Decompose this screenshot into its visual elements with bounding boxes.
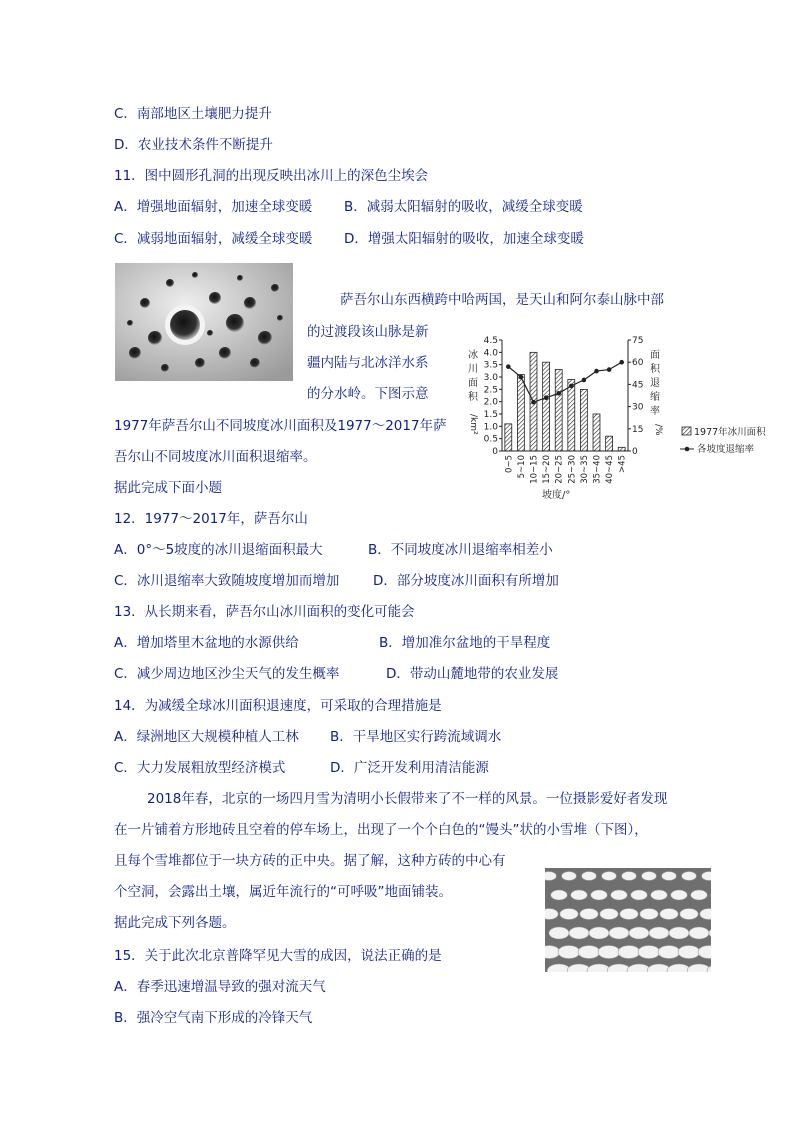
intro-line-6: 吾尔山不同坡度冰川面积退缩率。 xyxy=(114,449,317,465)
retreat-point->45 xyxy=(619,360,624,365)
left-ylabel-unit: /km² xyxy=(468,414,478,435)
q14-option-c: C．大力发展粗放型经济模式 xyxy=(114,760,286,776)
right-tick-label: 15 xyxy=(632,424,644,435)
retreat-point-5~10 xyxy=(519,375,524,380)
question-15: 15．关于此次北京普降罕见大雪的成因，说法正确的是 xyxy=(114,948,442,964)
snow-mound xyxy=(598,946,620,959)
bar-15~20 xyxy=(543,362,550,451)
snow-mound xyxy=(658,946,680,959)
snow-mound xyxy=(691,890,708,900)
right-ylabel-2: 积 xyxy=(650,364,660,375)
q11-option-d: D．增强太阳辐射的吸收，加速全球变暖 xyxy=(344,231,584,247)
retreat-point-30~35 xyxy=(582,378,587,383)
q14-option-a: A．绿洲地区大规模种植人工林 xyxy=(114,729,299,745)
q14-option-d: D．广泛开发利用清洁能源 xyxy=(330,760,489,776)
snow-mound xyxy=(709,927,711,939)
snow-mound xyxy=(609,927,629,939)
question-12: 12．1977～2017年，萨吾尔山 xyxy=(114,511,308,527)
snow-mound xyxy=(545,909,558,920)
snow-mound xyxy=(682,872,697,881)
x-tick-label: 40~45 xyxy=(605,455,616,484)
snow-mound xyxy=(660,909,678,920)
passage-line-1: 2018年春，北京的一场四月雪为清明小长假带来了不一样的风景。一位摄影爱好者发现 xyxy=(147,791,668,807)
snow-mound xyxy=(680,909,698,920)
snow-mound xyxy=(622,872,637,881)
left-ylabel-4: 积 xyxy=(468,392,478,403)
snow-mound xyxy=(569,927,589,939)
question-13: 13．从长期来看，萨吾尔山冰川面积的变化可能会 xyxy=(114,604,415,620)
q13-option-d: D．带动山麓地带的农业发展 xyxy=(386,666,559,682)
left-ylabel-2: 川 xyxy=(468,364,478,375)
retreat-point-25~30 xyxy=(569,384,574,389)
q13-option-b: B．增加准尔盆地的干旱程度 xyxy=(379,635,551,651)
q13-option-c: C．减少周边地区沙尘天气的发生概率 xyxy=(114,666,340,682)
bar-35~40 xyxy=(593,414,600,451)
bar->45 xyxy=(618,447,625,451)
x-tick-label: 15~20 xyxy=(542,455,553,484)
x-axis-label: 坡度/° xyxy=(542,490,571,501)
q15-option-a: A．春季迅速增温导致的强对流天气 xyxy=(114,979,326,995)
q12-option-d: D．部分坡度冰川面积有所增加 xyxy=(373,573,559,589)
intro-line-4: 的分水岭。下图示意 xyxy=(307,386,429,402)
bar-40~45 xyxy=(606,436,613,451)
left-tick-label: 4.0 xyxy=(483,348,498,359)
snow-mound xyxy=(638,946,660,959)
q11-option-b: B．减弱太阳辐射的吸收，减缓全球变暖 xyxy=(344,199,583,215)
snow-mound xyxy=(631,890,648,900)
bar-30~35 xyxy=(580,389,587,451)
x-tick-label: 5~10 xyxy=(516,455,527,479)
snow-mound xyxy=(702,872,711,881)
retreat-point-20~25 xyxy=(556,391,561,396)
snow-mound xyxy=(611,890,628,900)
right-tick-label: 0 xyxy=(632,447,638,457)
x-tick-label: 25~30 xyxy=(567,455,578,484)
bar-25~30 xyxy=(568,379,575,451)
snow-mound xyxy=(571,890,588,900)
question-11: 11．图中圆形孔洞的出现反映出冰川上的深色尘埃会 xyxy=(114,168,429,184)
legend-bar-label: 1977年冰川面积 xyxy=(694,427,766,438)
left-tick-label: 2.5 xyxy=(483,385,498,396)
bar-5~10 xyxy=(517,375,524,451)
snow-mound xyxy=(662,872,677,881)
q15-option-b: B．强冷空气南下形成的冷锋天气 xyxy=(114,1010,313,1026)
snow-mound xyxy=(642,872,657,881)
left-tick-label: 1.5 xyxy=(483,410,498,420)
bar-0~5 xyxy=(505,424,512,451)
x-tick-label: 10~15 xyxy=(529,455,540,484)
passage-line-2: 在一片铺着方形地砖且空着的停车场上，出现了一个个白色的“馒头”状的小雪堆（下图）， xyxy=(114,822,648,838)
q14-option-b: B．干旱地区实行跨流域调水 xyxy=(330,729,502,745)
x-tick-label: 20~25 xyxy=(554,455,565,484)
right-ylabel-unit: /% xyxy=(653,424,663,436)
x-tick-label: 35~40 xyxy=(592,455,603,484)
left-tick-label: 3.0 xyxy=(483,373,498,383)
snow-mound xyxy=(560,909,578,920)
snow-mound xyxy=(700,909,711,920)
x-tick-label: 0~5 xyxy=(504,455,515,473)
glacier-chart xyxy=(460,330,790,502)
snow-mound xyxy=(582,872,597,881)
intro-line-5: 1977年萨吾尔山不同坡度冰川面积及1977～2017年萨 xyxy=(114,418,447,434)
snow-mound xyxy=(558,946,580,959)
left-ylabel-3: 面 xyxy=(468,378,478,389)
snow-mound xyxy=(671,890,688,900)
q12-option-c: C．冰川退缩率大致随坡度增加而增加 xyxy=(114,573,340,589)
snow-mound xyxy=(649,927,669,939)
left-tick-label: 3.5 xyxy=(483,360,498,371)
snow-mound xyxy=(620,909,638,920)
retreat-point-15~20 xyxy=(544,395,549,400)
legend-bar-swatch xyxy=(682,427,691,435)
glacier-holes-photo xyxy=(115,263,293,381)
right-tick-label: 45 xyxy=(632,380,644,391)
snow-mound xyxy=(669,927,689,939)
right-ylabel-5: 率 xyxy=(650,406,660,417)
snow-mounds-photo xyxy=(545,868,711,972)
left-tick-label: 0 xyxy=(492,447,498,457)
option-c-line: C．南部地区土壤肥力提升 xyxy=(114,106,272,122)
snow-mound xyxy=(602,872,617,881)
retreat-point-40~45 xyxy=(607,367,612,372)
right-tick-label: 60 xyxy=(632,358,644,369)
left-tick-label: 1.0 xyxy=(483,422,498,433)
left-tick-label: 4.5 xyxy=(483,336,498,346)
q13-option-a: A．增加塔里木盆地的水源供给 xyxy=(114,635,299,651)
retreat-rate-line xyxy=(508,362,621,402)
retreat-point-35~40 xyxy=(594,369,599,374)
option-d-line: D．农业技术条件不断提升 xyxy=(114,137,273,153)
intro-line-7: 据此完成下面小题 xyxy=(114,480,222,496)
snow-mound xyxy=(629,927,649,939)
right-tick-label: 30 xyxy=(632,402,644,413)
intro-line-1: 萨吾尔山东西横跨中哈两国，是天山和阿尔泰山脉中部 xyxy=(340,292,664,308)
snow-mound xyxy=(698,946,711,959)
intro-line-2: 的过渡段该山脉是新 xyxy=(307,324,429,340)
snow-mound xyxy=(549,927,569,939)
legend-line-label: 各坡度退缩率 xyxy=(697,444,755,455)
left-ylabel-1: 冰 xyxy=(468,350,478,361)
right-tick-label: 75 xyxy=(632,336,644,346)
passage-line-3: 且每个雪堆都位于一块方砖的正中央。据了解，这种方砖的中心有 xyxy=(114,853,506,869)
retreat-point-0~5 xyxy=(506,364,511,369)
passage-line-5: 据此完成下列各题。 xyxy=(114,915,236,931)
snow-mound xyxy=(678,946,700,959)
q11-option-c: C．减弱地面辐射，减缓全球变暖 xyxy=(114,231,313,247)
x-tick-label: 30~35 xyxy=(579,455,590,484)
snow-mound xyxy=(600,909,618,920)
snow-mound xyxy=(578,946,600,959)
intro-line-3: 疆内陆与北冰洋水系 xyxy=(307,355,429,371)
right-ylabel-4: 缩 xyxy=(650,392,660,403)
q12-option-a: A．0°～5坡度的冰川退缩面积最大 xyxy=(114,542,323,558)
question-14: 14．为减缓全球冰川面积退速度，可采取的合理措施是 xyxy=(114,698,442,714)
x-tick-label: >45 xyxy=(617,455,628,473)
snow-mound xyxy=(551,890,568,900)
bar-20~25 xyxy=(555,370,562,451)
snow-mound xyxy=(618,946,640,959)
snow-mound xyxy=(580,909,598,920)
retreat-point-10~15 xyxy=(531,400,536,405)
snow-mound xyxy=(651,890,668,900)
snow-mound xyxy=(640,909,658,920)
snow-mound xyxy=(689,927,709,939)
left-tick-label: 2.0 xyxy=(483,397,498,408)
right-ylabel-1: 面 xyxy=(650,350,660,361)
snow-mound xyxy=(589,927,609,939)
left-tick-label: 0.5 xyxy=(483,434,498,445)
snow-mound xyxy=(545,872,556,881)
snow-mound xyxy=(591,890,608,900)
right-ylabel-3: 退 xyxy=(650,378,660,389)
q12-option-b: B．不同坡度冰川退缩率相差小 xyxy=(368,542,553,558)
q11-option-a: A．增强地面辐射，加速全球变暖 xyxy=(114,199,313,215)
snow-mound xyxy=(562,872,577,881)
legend-line-marker xyxy=(685,447,690,452)
passage-line-4: 个空洞，会露出土壤，属近年流行的“可呼吸”地面铺装。 xyxy=(114,884,452,900)
